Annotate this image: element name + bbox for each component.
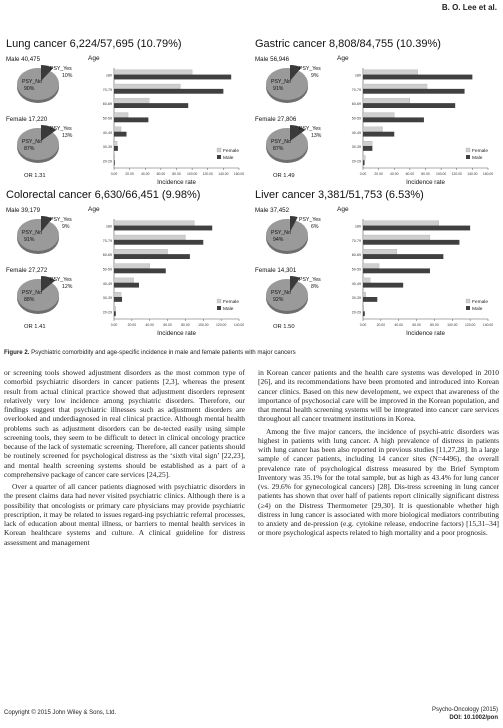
bar-male <box>363 89 465 94</box>
bar-female <box>363 155 365 160</box>
y-tick-label: 50-59 <box>102 267 112 272</box>
bar-male <box>363 297 377 302</box>
paragraph: Among the five major cancers, the incidence of psychi-atric disorders was highest in patients with lung cancer. A high prevalence of distress in patients with lung cancer has been also reported in previous studies [11,27,28]. In a large sample of cancer patients, including 14 cancer sites (N=4496), the overall prevalence rate of psychological distress measured by the Brief Symptom Inventory was 35.1% for the total sample, but as high as 43.4% for lung cancer (vs. 29.6% for gynecological cancers) [28]. Dis-tress screening in lung cancer patients has shown that over half of patients report clinically significant distress (≥4) on the Distress Thermometer [29,30]. It is questionable whether high distress in lung cancer is associated with more biological mediators contributing to anxiety and de-pression (e.g. cytokine release, endocrine factors) [15,31–34] or more psychological aspects related to high mortality and a poor prognosis. <box>258 426 499 538</box>
bar-male <box>114 132 127 137</box>
bar-chart <box>84 201 249 341</box>
paragraph: or screening tools showed adjustment disorders as the most common type of comorbid psychiatric disorders in cancer patients [2,3], whereas the present result from actual clinical practice showed that adjustment disorders represent relatively very low incidence among psychiatric disorders. Therefore, our findings suggest that psychiatric illnesses such as adjustment disorders are overlooked and underdiagnosed in real clinical practice. Although mental health problems such as adjustment disorders can be de-tected easily using simple screening tools, they seem to be difficult to detect in clinical oncology practice because of the lack of systematic screening. Therefore, all cancer patients should be routinely screened for psychological distress as the ‘sixth vital sign’ [22,23], and mental health screening systems should be established as a part of a comprehensive package of cancer care services [24,25]. <box>4 368 245 479</box>
x-axis-title: Incidence rate <box>406 330 445 337</box>
x-axis-title: Incidence rate <box>157 179 196 186</box>
pie-charts <box>4 205 84 330</box>
bar-female <box>114 249 168 254</box>
bar-male <box>363 117 424 122</box>
bar-male <box>363 75 472 80</box>
pie-no-pct: 88% <box>24 297 35 303</box>
bar-female <box>363 98 410 103</box>
y-tick-label: 30-39 <box>102 296 112 301</box>
y-tick-label: 60-69 <box>351 253 361 258</box>
x-tick-label: 120.00 <box>202 172 213 176</box>
bar-male <box>363 226 470 231</box>
pie-charts <box>4 54 84 179</box>
x-tick-label: 120.00 <box>464 323 476 327</box>
y-tick-label: ≥80 <box>106 73 112 78</box>
bar-female <box>114 221 194 226</box>
bar-female <box>114 278 134 283</box>
y-axis-title: Age <box>88 206 100 213</box>
x-tick-label: 100.00 <box>447 323 458 327</box>
bar-female <box>114 235 185 240</box>
legend-label-female: Female <box>472 148 488 154</box>
journal-name: Psycho-Oncology (2015) <box>431 707 498 713</box>
bar-male <box>114 254 190 259</box>
y-tick-label: 70-79 <box>351 87 361 92</box>
legend-label-male: Male <box>472 155 483 161</box>
x-tick-label: 40.00 <box>390 172 399 176</box>
legend-label-female: Female <box>223 148 239 154</box>
bar-female <box>114 113 128 118</box>
pie-no-label: PSY_No <box>22 230 42 236</box>
panel-liver <box>253 189 498 339</box>
x-tick-label: 60.00 <box>156 172 166 176</box>
panel-lung <box>4 38 249 188</box>
x-tick-label: 0.00 <box>359 172 367 176</box>
bar-male <box>363 146 372 151</box>
x-tick-label: 140.00 <box>482 323 494 327</box>
bar-female <box>114 292 121 297</box>
x-tick-label: 120.00 <box>451 172 462 176</box>
legend-swatch-male <box>217 155 221 159</box>
legend-swatch-male <box>466 155 470 159</box>
pie-no-label: PSY_No <box>22 290 42 296</box>
pie-yes-pct: 13% <box>311 133 322 139</box>
x-tick-label: 0.00 <box>110 323 118 327</box>
bar-chart <box>333 50 498 190</box>
bar-female <box>363 84 427 89</box>
x-tick-label: 80.00 <box>181 323 190 327</box>
panel-colorectal <box>4 189 249 339</box>
odds-ratio: OR 1.31 <box>24 173 46 179</box>
x-tick-label: 0.00 <box>359 323 367 327</box>
pie-no-label: PSY_No <box>271 79 291 85</box>
bar-female <box>363 113 394 118</box>
y-tick-label: 20-29 <box>351 159 361 164</box>
y-tick-label: 30-39 <box>102 145 112 150</box>
pie-charts <box>253 205 333 330</box>
y-axis-title: Age <box>337 55 349 62</box>
bar-male <box>363 240 459 245</box>
pie-group-label: Female 27,806 <box>255 116 297 123</box>
bar-female <box>114 306 116 311</box>
bar-female <box>114 98 149 103</box>
bar-male <box>114 89 223 94</box>
odds-ratio: OR 1.41 <box>24 324 46 330</box>
y-tick-label: 70-79 <box>102 87 112 92</box>
pie-no-label: PSY_No <box>22 139 42 145</box>
bar-male <box>114 226 212 231</box>
x-tick-label: 60.00 <box>412 323 421 327</box>
bar-female <box>114 264 150 269</box>
caption-label: Figure 2. <box>4 349 30 356</box>
pie-yes-pct: 13% <box>62 133 73 139</box>
x-tick-label: 80.00 <box>172 172 181 176</box>
y-tick-label: 60-69 <box>351 102 361 107</box>
x-tick-label: 20.00 <box>374 172 383 176</box>
pie-no-pct: 87% <box>273 146 284 152</box>
y-tick-label: 60-69 <box>102 102 112 107</box>
panel-title: Gastric cancer 8,808/84,755 (10.39%) <box>255 38 441 50</box>
doi: DOI: 10.1002/pon <box>449 715 498 721</box>
y-tick-label: 50-59 <box>102 116 112 121</box>
x-tick-label: 40.00 <box>145 323 154 327</box>
odds-ratio: OR 1.50 <box>273 324 295 330</box>
pie-yes-pct: 6% <box>311 224 319 230</box>
bar-male <box>114 103 188 108</box>
x-tick-label: 80.00 <box>430 323 439 327</box>
bar-male <box>114 297 122 302</box>
x-tick-label: 80.00 <box>421 172 430 176</box>
pie-yes-pct: 10% <box>62 73 73 79</box>
panel-gastric <box>253 38 498 188</box>
legend-swatch-female <box>217 299 221 303</box>
pie-yes-label: PSY_Yes <box>299 217 321 223</box>
odds-ratio: OR 1.49 <box>273 173 295 179</box>
x-tick-label: 20.00 <box>127 323 137 327</box>
x-tick-label: 0.00 <box>110 172 118 176</box>
pie-yes-label: PSY_Yes <box>50 277 72 283</box>
bar-female <box>363 221 439 226</box>
pie-yes-label: PSY_Yes <box>299 277 321 283</box>
bar-female <box>363 235 430 240</box>
footer-journal <box>432 706 498 722</box>
y-tick-label: ≥80 <box>355 73 361 78</box>
bar-male <box>114 75 231 80</box>
x-tick-label: 140.00 <box>233 323 245 327</box>
bar-female <box>114 141 117 146</box>
bar-male <box>363 268 430 273</box>
bar-female <box>363 249 397 254</box>
y-tick-label: 40-49 <box>351 130 361 135</box>
panel-title: Liver cancer 3,381/51,753 (6.53%) <box>255 189 424 201</box>
legend-swatch-male <box>217 306 221 310</box>
legend-swatch-female <box>466 299 470 303</box>
bar-female <box>114 70 192 75</box>
pie-no-label: PSY_No <box>271 230 291 236</box>
x-tick-label: 60.00 <box>405 172 415 176</box>
bar-male <box>114 283 139 288</box>
pie-yes-label: PSY_Yes <box>50 126 72 132</box>
y-tick-label: 40-49 <box>102 130 112 135</box>
copyright: Copyright © 2015 John Wiley & Sons, Ltd. <box>4 710 117 716</box>
x-tick-label: 40.00 <box>141 172 150 176</box>
pie-group-label: Male 37,452 <box>255 207 290 214</box>
panel-title: Lung cancer 6,224/57,695 (10.79%) <box>6 38 182 50</box>
bar-female <box>114 127 121 132</box>
x-tick-label: 160.00 <box>233 172 245 176</box>
y-tick-label: 20-29 <box>102 310 112 315</box>
pie-group-label: Male 40,475 <box>6 56 41 63</box>
bar-male <box>114 117 148 122</box>
bar-female <box>363 70 418 75</box>
pie-no-pct: 90% <box>24 86 35 92</box>
x-tick-label: 140.00 <box>218 172 229 176</box>
bar-male <box>114 146 118 151</box>
legend-swatch-male <box>466 306 470 310</box>
x-tick-label: 160.00 <box>482 172 494 176</box>
bar-female <box>114 84 180 89</box>
x-tick-label: 100.00 <box>435 172 447 176</box>
y-tick-label: 20-29 <box>351 310 361 315</box>
pie-yes-pct: 12% <box>62 284 73 290</box>
pie-no-label: PSY_No <box>22 79 42 85</box>
pie-yes-label: PSY_Yes <box>50 217 72 223</box>
bar-male <box>363 283 403 288</box>
pie-group-label: Female 17,220 <box>6 116 48 123</box>
panel-title: Colorectal cancer 6,630/66,451 (9.98%) <box>6 189 201 201</box>
x-tick-label: 60.00 <box>163 323 172 327</box>
y-tick-label: 60-69 <box>102 253 112 258</box>
bar-male <box>114 268 166 273</box>
y-tick-label: 50-59 <box>351 267 361 272</box>
pie-yes-label: PSY_Yes <box>299 126 321 132</box>
bar-male <box>363 132 394 137</box>
y-axis-title: Age <box>88 55 100 62</box>
y-tick-label: 30-39 <box>351 145 361 150</box>
running-header: B. O. Lee et al. <box>441 3 497 12</box>
pie-no-pct: 92% <box>273 297 284 303</box>
legend-swatch-female <box>466 148 470 152</box>
bar-female <box>363 292 366 297</box>
bar-male <box>363 160 365 165</box>
pie-yes-label: PSY_Yes <box>50 66 72 72</box>
y-tick-label: 50-59 <box>351 116 361 121</box>
paragraph: Over a quarter of all cancer patients diagnosed with psychiatric disorders in the present claims data had never visited psychiatric clinics. Although there is a possibility that oncologists or primary care physicians may provide psychiatric prescription, it may be related to issues regard-ing psychiatric referral processes, lack of education about mental illness, or barriers to mental health services in Korean healthcare systems and culture. A clinical guideline for distress assessment and management <box>4 482 245 547</box>
legend-label-male: Male <box>472 306 483 312</box>
x-tick-label: 140.00 <box>467 172 478 176</box>
y-tick-label: 40-49 <box>102 281 112 286</box>
pie-no-label: PSY_No <box>271 290 291 296</box>
bar-male <box>363 103 455 108</box>
x-tick-label: 100.00 <box>186 172 198 176</box>
legend-label-male: Male <box>223 155 234 161</box>
bar-male <box>114 160 115 165</box>
right-column <box>258 368 499 538</box>
bar-male <box>114 240 203 245</box>
pie-no-pct: 91% <box>24 237 35 243</box>
pie-yes-pct: 8% <box>311 284 319 290</box>
x-tick-label: 100.00 <box>198 323 209 327</box>
legend-label-female: Female <box>472 299 488 305</box>
bar-female <box>363 127 383 132</box>
x-tick-label: 20.00 <box>125 172 134 176</box>
paragraph: in Korean cancer patients and the health care systems was developed in 2010 [26], and its recommendations have been promoted and introduced into Korean cancer clinics. Based on this new development, we expect that awareness of the importance of psychosocial care will be improved in the Korean population, and that mental health screening systems will be integrated into cancer care services throughout all cancer treatment institutions in Korea. <box>258 368 499 424</box>
x-tick-label: 120.00 <box>215 323 227 327</box>
pie-group-label: Male 39,179 <box>6 207 41 214</box>
figure-caption <box>4 349 499 356</box>
x-axis-title: Incidence rate <box>406 179 445 186</box>
y-tick-label: ≥80 <box>106 224 112 229</box>
legend-swatch-female <box>217 148 221 152</box>
pie-no-pct: 94% <box>273 237 284 243</box>
y-tick-label: 30-39 <box>351 296 361 301</box>
pie-yes-pct: 9% <box>311 73 319 79</box>
bar-male <box>114 311 116 316</box>
bar-male <box>363 311 365 316</box>
y-tick-label: ≥80 <box>355 224 361 229</box>
pie-yes-pct: 9% <box>62 224 70 230</box>
x-axis-title: Incidence rate <box>157 330 196 337</box>
y-tick-label: 20-29 <box>102 159 112 164</box>
pie-charts <box>253 54 333 179</box>
bar-chart <box>333 201 498 341</box>
y-axis-title: Age <box>337 206 349 213</box>
bar-female <box>114 155 115 160</box>
pie-group-label: Female 14,301 <box>255 267 297 274</box>
bar-female <box>363 306 364 311</box>
bar-male <box>363 254 443 259</box>
pie-no-label: PSY_No <box>271 139 291 145</box>
left-column <box>4 368 245 547</box>
legend-label-female: Female <box>223 299 239 305</box>
y-tick-label: 70-79 <box>351 238 361 243</box>
bar-female <box>363 141 372 146</box>
pie-yes-label: PSY_Yes <box>299 66 321 72</box>
pie-group-label: Male 56,946 <box>255 56 290 63</box>
pie-no-pct: 91% <box>273 86 284 92</box>
x-tick-label: 40.00 <box>394 323 403 327</box>
legend-label-male: Male <box>223 306 234 312</box>
y-tick-label: 70-79 <box>102 238 112 243</box>
bar-female <box>363 264 379 269</box>
x-tick-label: 20.00 <box>376 323 386 327</box>
y-tick-label: 40-49 <box>351 281 361 286</box>
caption-text: Psychiatric comorbidity and age-specific incidence in male and female patients with major cancers <box>29 349 296 356</box>
pie-group-label: Female 27,272 <box>6 267 48 274</box>
pie-no-pct: 87% <box>24 146 35 152</box>
bar-chart <box>84 50 249 190</box>
bar-female <box>363 278 370 283</box>
